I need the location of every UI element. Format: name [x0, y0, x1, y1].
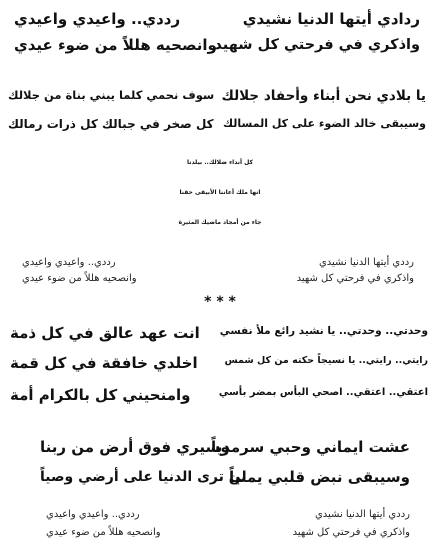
stanza3-left-line-1: انت عهد عالق في كل ذمة: [10, 324, 200, 342]
stanza1-right-line-1: ردادي أيتها الدنيا نشيدي: [242, 10, 420, 28]
stanza1-left-line-2: وانصحيه هللاً من ضوء عيدي: [14, 36, 217, 54]
stanza2-right-line-2: وسيبقى خالد الضوء على كل المسالك: [223, 117, 426, 130]
stanza2-left-line-1: سوف نحمي كلما يبني بناة من جلالك: [8, 88, 215, 102]
stanza4-left-line-1: وسيري فوق أرض من ربنا: [40, 438, 230, 456]
center-line-3: جاء من أمجاد ماضيك المثيرة: [178, 219, 262, 226]
center-line-2: انها ملك أعاننا الأبيقى حقنا: [179, 189, 261, 196]
stanza1-right-line-2: واذكري في فرحتي كل شهيد: [214, 37, 420, 53]
refrain2-right-line-2: واذكري في فرحتي كل شهيد: [292, 527, 410, 538]
section-divider-stars: * * *: [204, 294, 236, 310]
stanza4-right-line-1: عشت ايماني وحبي سرمدياً: [210, 438, 410, 456]
stanza2-left-line-2: كل صخر في جبالك كل ذرات رمالك: [8, 117, 214, 131]
refrain2-right-line-1: رددي أيتها الدنيا نشيدي: [314, 509, 410, 520]
refrain1-left-line-2: وانصحيه هللاً من ضوء عيدي: [22, 273, 137, 284]
stanza3-right-line-2: رايتي.. رايتي.. يا نسيجاً حكته من كل شمس: [224, 355, 428, 366]
stanza2-right-line-1: يا بلادي نحن أبناء وأحفاد جلالك: [221, 88, 426, 104]
refrain2-left-line-2: وانصحيه هللاً من ضوء عيدي: [46, 527, 161, 538]
refrain1-left-line-1: رددي.. واعيدي واعيدي: [22, 257, 116, 268]
stanza4-right-line-2: وسيبقى نبض قلبي يمنياً: [229, 468, 410, 486]
refrain1-right-line-2: واذكري في فرحتي كل شهيد: [296, 273, 414, 284]
center-line-1: كل أنداء ضلالك.. بيلدنا: [187, 159, 253, 166]
stanza3-right-line-3: اعتقي.. اعتقي.. اصحي البأس بمضر بأسي: [218, 387, 428, 398]
stanza3-left-line-2: اخلدي خافقة في كل قمة: [10, 354, 198, 372]
stanza3-right-line-1: وحدتي.. وحدتي.. يا نشيد رائع ملأ نفسي: [219, 325, 428, 337]
stanza4-left-line-2: لن ترى الدنيا على أرضي وصياً: [40, 469, 247, 485]
refrain2-left-line-1: رددي.. واعيدي واعيدي: [46, 509, 140, 520]
stanza1-left-line-1: رددي.. واعيدي واعيدي: [14, 10, 181, 28]
refrain1-right-line-1: رددي أيتها الدنيا نشيدي: [318, 257, 414, 268]
stanza3-left-line-3: وامنحيني كل بالكرام أمة: [10, 386, 191, 404]
